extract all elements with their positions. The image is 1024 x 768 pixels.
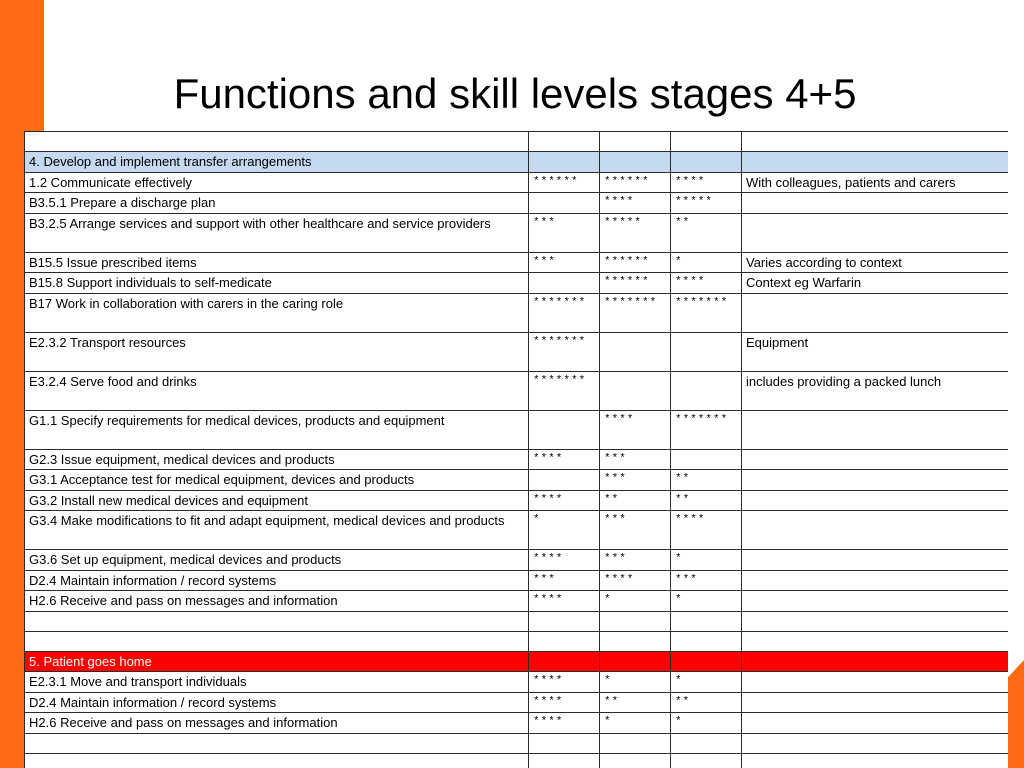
level-stage-a-cell [529, 733, 600, 753]
level-stage-a-cell: *** [529, 252, 600, 273]
table-row [25, 172, 1009, 193]
notes-cell [742, 692, 1009, 713]
level-stage-c-cell: ***** [671, 193, 742, 214]
notes-cell: Varies according to context [742, 252, 1009, 273]
level-stage-a-cell: ******* [529, 293, 600, 332]
level-stage-c-cell: * [671, 713, 742, 734]
notes-cell [742, 132, 1009, 152]
notes-cell [742, 410, 1009, 449]
skills-table-container [24, 131, 1008, 768]
level-stage-a-cell [529, 470, 600, 491]
level-stage-a-cell [529, 651, 600, 672]
table-row [25, 332, 1009, 371]
table-row [25, 470, 1009, 491]
level-stage-b-cell: *** [600, 449, 671, 470]
notes-cell: Context eg Warfarin [742, 273, 1009, 294]
level-stage-b-cell: **** [600, 570, 671, 591]
level-stage-b-cell [600, 371, 671, 410]
level-stage-b-cell [600, 753, 671, 768]
table-row [25, 713, 1009, 734]
level-stage-c-cell [671, 733, 742, 753]
notes-cell [742, 651, 1009, 672]
table-row [25, 410, 1009, 449]
level-stage-b-cell [600, 152, 671, 173]
level-stage-b-cell: ****** [600, 252, 671, 273]
level-stage-c-cell: **** [671, 273, 742, 294]
level-stage-a-cell: **** [529, 672, 600, 693]
level-stage-a-cell: **** [529, 550, 600, 571]
blank-row [25, 753, 1009, 768]
notes-cell [742, 591, 1009, 612]
notes-cell [742, 550, 1009, 571]
function-cell: B15.5 Issue prescribed items [25, 252, 529, 273]
function-cell [25, 753, 529, 768]
level-stage-c-cell: ** [671, 213, 742, 252]
level-stage-a-cell: *** [529, 213, 600, 252]
table-row [25, 672, 1009, 693]
function-cell: H2.6 Receive and pass on messages and information [25, 713, 529, 734]
level-stage-c-cell [671, 332, 742, 371]
level-stage-c-cell [671, 132, 742, 152]
table-row [25, 550, 1009, 571]
level-stage-b-cell: ***** [600, 213, 671, 252]
notes-cell [742, 470, 1009, 491]
notes-cell [742, 449, 1009, 470]
function-cell: G2.3 Issue equipment, medical devices and products [25, 449, 529, 470]
level-stage-c-cell: * [671, 252, 742, 273]
function-cell: B17 Work in collaboration with carers in the caring role [25, 293, 529, 332]
level-stage-a-cell: ******* [529, 332, 600, 371]
level-stage-c-cell: * [671, 591, 742, 612]
level-stage-a-cell: **** [529, 449, 600, 470]
level-stage-a-cell: ******* [529, 371, 600, 410]
level-stage-a-cell [529, 631, 600, 651]
function-cell: E3.2.4 Serve food and drinks [25, 371, 529, 410]
notes-cell [742, 672, 1009, 693]
table-row [25, 570, 1009, 591]
level-stage-b-cell [600, 132, 671, 152]
level-stage-b-cell [600, 651, 671, 672]
section-header-row [25, 651, 1009, 672]
blank-row [25, 132, 1009, 152]
notes-cell: Equipment [742, 332, 1009, 371]
notes-cell [742, 570, 1009, 591]
level-stage-c-cell [671, 371, 742, 410]
function-cell: B15.8 Support individuals to self-medicate [25, 273, 529, 294]
level-stage-b-cell: *** [600, 550, 671, 571]
level-stage-c-cell: ** [671, 490, 742, 511]
level-stage-a-cell [529, 753, 600, 768]
level-stage-a-cell: **** [529, 713, 600, 734]
level-stage-b-cell: ******* [600, 293, 671, 332]
level-stage-a-cell [529, 410, 600, 449]
level-stage-c-cell: ** [671, 692, 742, 713]
function-cell: H2.6 Receive and pass on messages and information [25, 591, 529, 612]
level-stage-b-cell: ****** [600, 273, 671, 294]
notes-cell [742, 193, 1009, 214]
level-stage-a-cell: **** [529, 490, 600, 511]
slide-title: Functions and skill levels stages 4+5 [173, 70, 857, 117]
function-cell: G1.1 Specify requirements for medical devices, products and equipment [25, 410, 529, 449]
level-stage-b-cell: ****** [600, 172, 671, 193]
notes-cell [742, 611, 1009, 631]
blank-row [25, 733, 1009, 753]
function-cell: G3.4 Make modifications to fit and adapt equipment, medical devices and products [25, 511, 529, 550]
notes-cell [742, 490, 1009, 511]
notes-cell: With colleagues, patients and carers [742, 172, 1009, 193]
notes-cell [742, 713, 1009, 734]
function-cell: B3.2.5 Arrange services and support with other healthcare and service providers [25, 213, 529, 252]
level-stage-a-cell: **** [529, 591, 600, 612]
table-row [25, 293, 1009, 332]
level-stage-b-cell [600, 733, 671, 753]
level-stage-a-cell [529, 611, 600, 631]
level-stage-c-cell: **** [671, 172, 742, 193]
level-stage-b-cell [600, 332, 671, 371]
level-stage-b-cell: **** [600, 193, 671, 214]
notes-cell [742, 152, 1009, 173]
table-row [25, 490, 1009, 511]
notes-cell [742, 213, 1009, 252]
level-stage-c-cell [671, 651, 742, 672]
function-cell [25, 631, 529, 651]
notes-cell: includes providing a packed lunch [742, 371, 1009, 410]
level-stage-c-cell [671, 631, 742, 651]
level-stage-c-cell: ******* [671, 293, 742, 332]
table-row [25, 193, 1009, 214]
corner-accent [1006, 660, 1024, 768]
level-stage-a-cell [529, 132, 600, 152]
level-stage-c-cell: **** [671, 511, 742, 550]
blank-row [25, 611, 1009, 631]
level-stage-b-cell: * [600, 672, 671, 693]
notes-cell [742, 753, 1009, 768]
level-stage-a-cell: *** [529, 570, 600, 591]
function-cell: D2.4 Maintain information / record systems [25, 692, 529, 713]
function-cell: G3.1 Acceptance test for medical equipment, devices and products [25, 470, 529, 491]
table-row [25, 213, 1009, 252]
skills-table [24, 131, 1008, 768]
function-cell: 1.2 Communicate effectively [25, 172, 529, 193]
function-cell: B3.5.1 Prepare a discharge plan [25, 193, 529, 214]
function-cell: 5. Patient goes home [25, 651, 529, 672]
skills-table-body [25, 132, 1009, 768]
function-cell: G3.2 Install new medical devices and equipment [25, 490, 529, 511]
table-row [25, 692, 1009, 713]
section-header-row [25, 152, 1009, 173]
level-stage-b-cell: * [600, 591, 671, 612]
blank-row [25, 631, 1009, 651]
table-row [25, 449, 1009, 470]
level-stage-b-cell: *** [600, 470, 671, 491]
level-stage-c-cell [671, 753, 742, 768]
notes-cell [742, 631, 1009, 651]
level-stage-c-cell [671, 611, 742, 631]
level-stage-b-cell: *** [600, 511, 671, 550]
table-row [25, 252, 1009, 273]
level-stage-c-cell: ******* [671, 410, 742, 449]
function-cell: 4. Develop and implement transfer arrangements [25, 152, 529, 173]
table-row [25, 273, 1009, 294]
level-stage-b-cell: * [600, 713, 671, 734]
level-stage-a-cell [529, 193, 600, 214]
function-cell: E2.3.2 Transport resources [25, 332, 529, 371]
level-stage-c-cell: ** [671, 470, 742, 491]
notes-cell [742, 733, 1009, 753]
level-stage-b-cell: ** [600, 490, 671, 511]
level-stage-b-cell: **** [600, 410, 671, 449]
level-stage-c-cell [671, 449, 742, 470]
level-stage-a-cell: * [529, 511, 600, 550]
level-stage-b-cell [600, 631, 671, 651]
level-stage-b-cell [600, 611, 671, 631]
level-stage-c-cell [671, 152, 742, 173]
function-cell: G3.6 Set up equipment, medical devices and products [25, 550, 529, 571]
notes-cell [742, 511, 1009, 550]
level-stage-b-cell: ** [600, 692, 671, 713]
table-row [25, 591, 1009, 612]
level-stage-a-cell [529, 273, 600, 294]
level-stage-c-cell: * [671, 672, 742, 693]
function-cell [25, 611, 529, 631]
level-stage-a-cell: ****** [529, 172, 600, 193]
level-stage-c-cell: * [671, 550, 742, 571]
function-cell: D2.4 Maintain information / record systems [25, 570, 529, 591]
function-cell: E2.3.1 Move and transport individuals [25, 672, 529, 693]
table-row [25, 511, 1009, 550]
notes-cell [742, 293, 1009, 332]
table-row [25, 371, 1009, 410]
level-stage-a-cell [529, 152, 600, 173]
function-cell [25, 132, 529, 152]
function-cell [25, 733, 529, 753]
level-stage-a-cell: **** [529, 692, 600, 713]
level-stage-c-cell: *** [671, 570, 742, 591]
